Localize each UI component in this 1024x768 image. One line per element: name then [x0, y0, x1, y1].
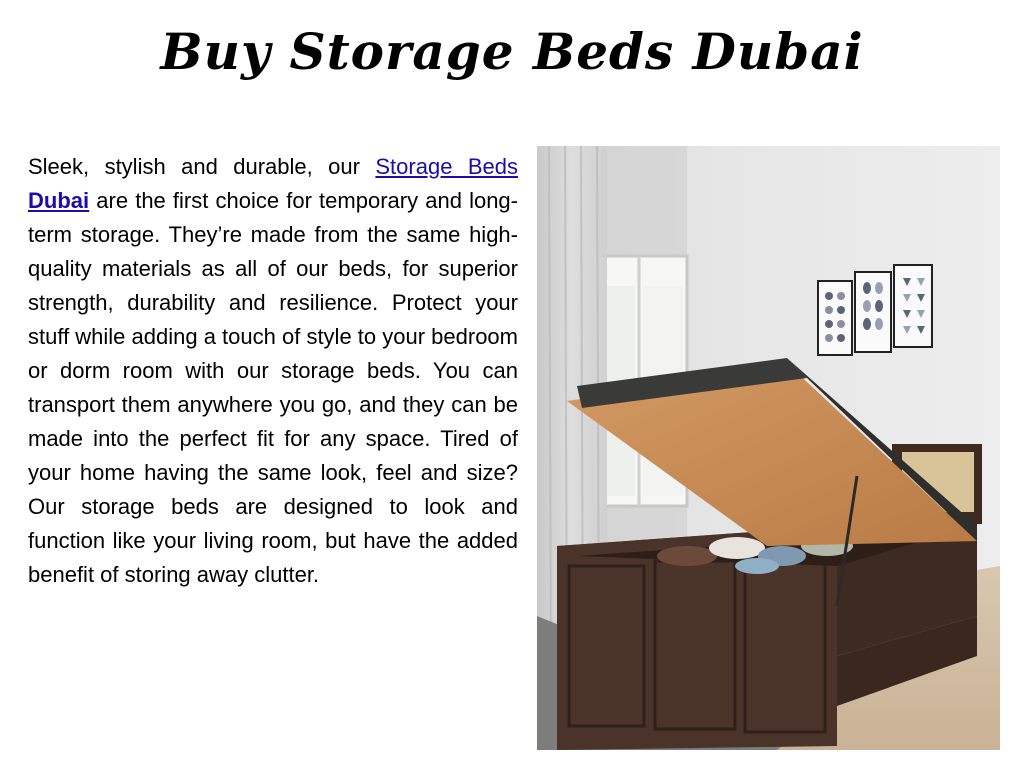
storage-bed-photo	[537, 146, 1000, 750]
bed-illustration	[537, 146, 1000, 750]
rest-text: are the first choice for temporary and long-term storage. They’re made from the same high-quality materials as all of our beds, for superior strength, durability and resilience. Protect your stuff while adding a touch of style to your bedroom or dorm room with our storage beds. You can transport them anywhere you go, and they can be made into the perfect fit for any space. Tired of your home having the same look, feel and size? Our storage beds are designed to look and function like your living room, but have the added benefit of storing away clutter.	[28, 188, 518, 587]
page-title: Buy Storage Beds Dubai	[160, 22, 864, 81]
link-text[interactable]: Storage Beds	[375, 154, 518, 179]
link-text-bold[interactable]: Dubai	[28, 188, 90, 213]
description-paragraph	[28, 150, 518, 592]
intro-text: Sleek, stylish and durable, our	[28, 154, 376, 179]
